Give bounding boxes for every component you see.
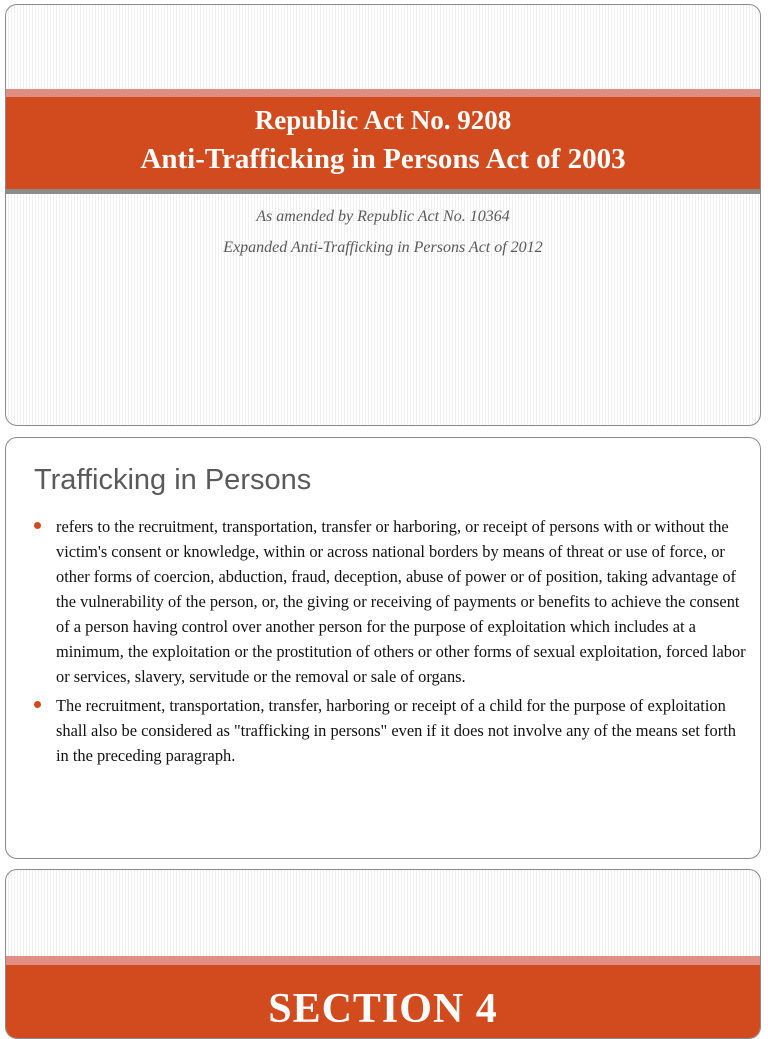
slide-heading: Trafficking in Persons [34, 464, 312, 496]
act-number-title: Republic Act No. 9208 [254, 105, 512, 135]
title-band [6, 89, 760, 200]
section-band-main [6, 965, 760, 1039]
bullet-item [32, 514, 746, 689]
slide-trafficking-definition[interactable] [5, 437, 761, 859]
section-band-top-stripe [6, 956, 760, 965]
bullet-text: refers to the recruitment, transportation, transfer or harboring, or receipt of persons with or without the victim's consent or knowledge, within or across national borders by means of threat or use of force, or other forms of coercion, abduction, fraud, deception, abuse of power or of position, taking advantage of the vulnerability of the person, or, the giving or receiving of payments or benefits to achieve the consent of a person having control over another person for the purpose of exploitation which includes at a minimum, the exploitation or the prostitution of others or other forms of sexual exploitation, forced labor or services, slavery, servitude or the removal or sale of organs. [56, 517, 746, 686]
slide-title[interactable] [5, 4, 761, 426]
amendment-subtitle: As amended by Republic Act No. 10364 [256, 208, 510, 225]
bullet-text: The recruitment, transportation, transfer, harboring or receipt of a child for the purpose of exploitation shall also be considered as "trafficking in persons" even if it does not involve any of the means set forth in the preceding paragraph. [56, 696, 736, 765]
title-band-top-stripe [6, 89, 760, 97]
expanded-act-subtitle: Expanded Anti-Trafficking in Persons Act of 2012 [223, 239, 543, 256]
bullet-list [32, 514, 746, 772]
act-name-title: Anti-Trafficking in Persons Act of 2003 [140, 143, 626, 175]
section-band [6, 956, 760, 1039]
title-band-bottom-stripe [6, 189, 760, 194]
bullet-dot-icon [34, 701, 41, 708]
bullet-item [32, 693, 746, 768]
section-title: SECTION 4 [268, 986, 498, 1032]
title-band-main [6, 97, 760, 189]
bullet-dot-icon [34, 522, 41, 529]
slide-section-4[interactable] [5, 869, 761, 1039]
